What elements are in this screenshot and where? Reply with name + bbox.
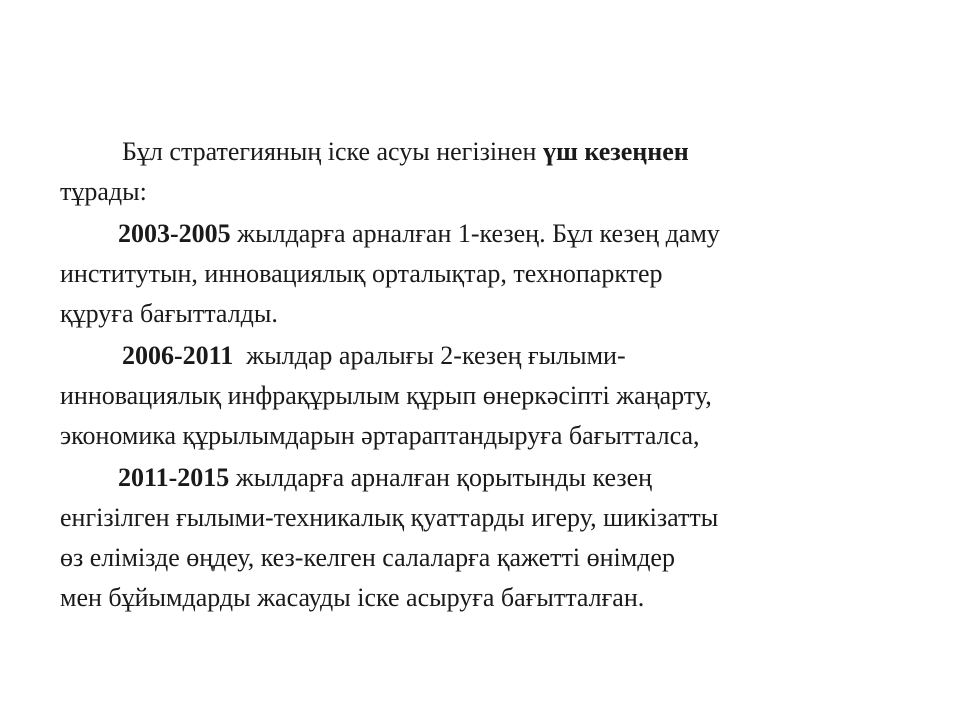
paragraph-stage-1 xyxy=(60,214,920,334)
paragraph-intro xyxy=(60,132,920,212)
text-line: мен бұйымдарды жасауды іске асыруға бағытталған. xyxy=(60,583,645,612)
text-line: тұрады: xyxy=(60,177,147,206)
text-line: Бұл стратегияның іске асуы негізінен үш кезеңнен xyxy=(122,137,689,166)
text-line: құруға бағытталды. xyxy=(60,299,278,328)
text-line: институтын, инновациялық орталықтар, технопарктер xyxy=(60,259,663,288)
text-line: 2011-2015 жылдарға арналған қорытынды кезең xyxy=(118,463,653,492)
paragraph-stage-2 xyxy=(60,336,920,456)
text-line: 2003-2005 жылдарға арналған 1-кезең. Бұл кезең даму xyxy=(118,219,720,248)
text-line: экономика құрылымдарын әртараптандыруға бағытталса, xyxy=(60,421,700,450)
text-line: енгізілген ғылыми-техникалық қуаттарды игеру, шикізатты xyxy=(60,503,719,532)
text-line: өз елімізде өңдеу, кез-келген салаларға қажетті өнімдер xyxy=(60,543,675,572)
text-line: инновациялық инфрақұрылым құрып өнеркәсіпті жаңарту, xyxy=(60,381,712,410)
slide-body-text xyxy=(60,132,920,620)
text-line: 2006-2011 жылдар аралығы 2-кезең ғылыми- xyxy=(122,341,626,370)
paragraph-stage-3 xyxy=(60,458,920,618)
